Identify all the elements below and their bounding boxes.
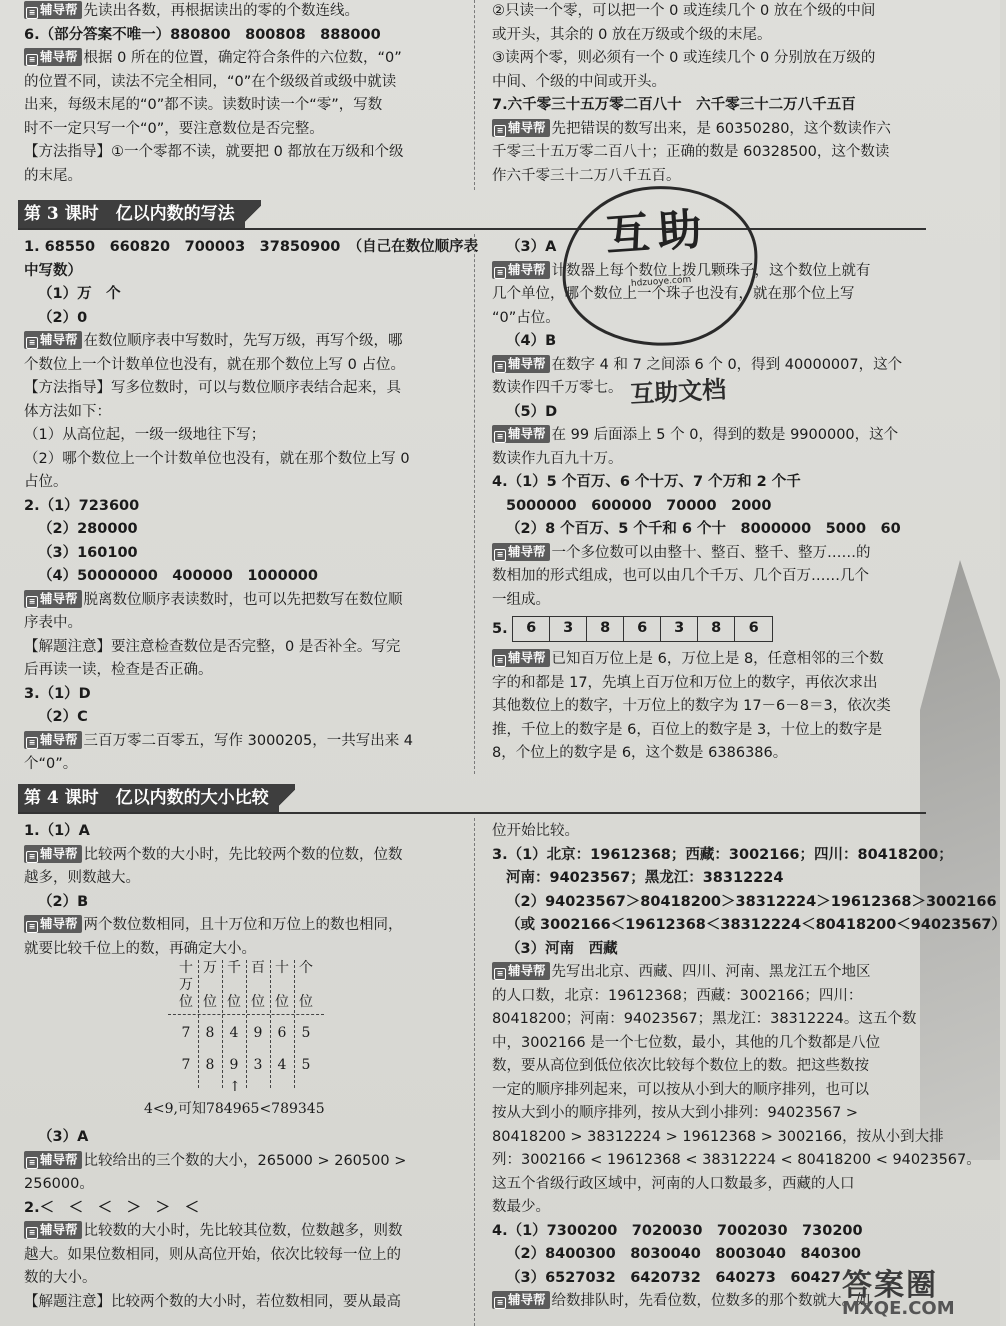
text-line: 【方法指导】写多位数时，可以与数位顺序表结合起来，具	[24, 380, 401, 396]
place-header: 百 位	[251, 960, 265, 1010]
book-icon: ≡	[26, 921, 38, 933]
text-line: ≡ 辅导帮 在 99 后面添上 5 个 0，得到的数是 9900000，这个	[492, 424, 920, 448]
text-line: 5000000 600000 70000 2000	[506, 497, 772, 514]
text-line: ≡ 辅导帮 脱离数位顺序表读数时，也可以先把数写在数位顺	[24, 589, 464, 613]
stamp-caption: 互助文档	[629, 374, 727, 409]
place-digit: 7	[181, 1057, 191, 1073]
book-icon: ≡	[494, 431, 506, 443]
text-line: ≡ 辅导帮 根据 0 所在的位置，确定符合条件的六位数，“0”	[24, 47, 464, 71]
text-line: ②只读一个零，可以把一个 0 或连续几个 0 放在个级的中间	[492, 3, 876, 19]
comparison-note: 4<9,可知784965<789345	[144, 1101, 325, 1117]
watermark-logo: 答案圈 MXQE.COM	[842, 1268, 955, 1319]
text-line: 数最少。	[492, 1199, 550, 1215]
text-line: ≡ 辅导帮 比较两个数的大小时，先比较两个数的位数，位数	[24, 844, 464, 868]
book-icon: ≡	[26, 851, 38, 863]
book-icon: ≡	[494, 1297, 506, 1309]
hint-tag: ≡ 辅导帮	[492, 119, 550, 137]
place-digit: 8	[205, 1025, 215, 1041]
text-line: （4）50000000 400000 1000000	[38, 568, 318, 584]
text-line: 千零三十五万零二百八十；正确的数是 60328500，这个数读	[492, 144, 890, 160]
book-icon: ≡	[494, 267, 506, 279]
lesson3-left-block	[24, 236, 479, 777]
stamp-logo: 互助 hdzuoye.com	[557, 179, 764, 352]
digit-cell: 8	[587, 617, 624, 641]
text-line: “0”占位。	[492, 309, 560, 326]
text-line: 1.（1）A	[24, 823, 90, 839]
place-digit: 3	[253, 1057, 263, 1073]
place-value-chart	[144, 960, 364, 1130]
hint-tag: ≡ 辅导帮	[24, 1151, 82, 1169]
text-line: ≡ 辅导帮 先读出各数，再根据读出的零的个数连线。	[24, 0, 464, 24]
place-header: 十 位	[275, 960, 289, 1010]
text-line: 中写数）	[24, 262, 82, 279]
text-line: 6.（部分答案不唯一）880800 800808 888000	[24, 26, 381, 43]
text-line: 字的和都是 17，先填上百万位和万位上的数字，再依次求出	[492, 674, 878, 691]
arrow-up-icon: ↑	[229, 1079, 241, 1095]
column-divider	[474, 0, 475, 190]
text-line: 出来，每级末尾的“0”都不读。读数时读一个“零”，写数	[24, 97, 383, 113]
hint-tag: ≡ 辅导帮	[24, 1221, 82, 1239]
hint-tag: ≡ 辅导帮	[492, 649, 550, 667]
text-line: 2.＜ ＜ ＜ ＞ ＞ ＜	[24, 1199, 200, 1216]
text-line: 中，3002166 是一个七位数，最小，其他的几个数都是八位	[492, 1034, 881, 1051]
text-line: （或 3002166＜19612368＜38312224＜80418200＜94023567）	[506, 917, 1006, 933]
hint-tag: ≡ 辅导帮	[492, 1291, 550, 1309]
text-line: （2）B	[38, 893, 89, 910]
text-line: 几个单位，哪个数位上一个珠子也没有，就在那个位上写	[492, 286, 855, 302]
lesson4-left-block-b	[24, 1126, 464, 1314]
question-5-row	[492, 616, 920, 642]
lesson4-left-block-a	[24, 820, 464, 961]
text-line: 河南：94023567；黑龙江：38312224	[506, 870, 784, 886]
text-line: 时不一定只写一个“0”，要注意数位是否完整。	[24, 120, 324, 137]
text-line: 80418200；河南：94023567；黑龙江：38312224。这五个数	[492, 1011, 917, 1027]
hint-tag: ≡ 辅导帮	[24, 590, 82, 608]
text-line: （2）280000	[38, 521, 138, 537]
section-title: 第 4 课时 亿以内数的大小比较	[18, 784, 279, 812]
hint-tag: ≡ 辅导帮	[24, 1, 82, 19]
question-5-explanation	[492, 648, 920, 766]
text-line: （1）从高位起，一级一级地往下写；	[24, 427, 266, 443]
text-line: （2）94023567＞80418200＞38312224＞19612368＞3002166	[506, 893, 997, 910]
book-icon: ≡	[26, 1157, 38, 1169]
text-line: 数读作四千万零七。	[492, 380, 623, 396]
place-digit: 6	[277, 1025, 287, 1041]
text-line: （1）万 个	[38, 286, 121, 302]
digit-grid	[512, 616, 773, 642]
text-line: 个数位上一个计数单位也没有，就在那个数位上写 0 占位。	[24, 356, 405, 373]
book-icon: ≡	[494, 968, 506, 980]
text-line: 7.六千零三十五万零二百八十 六千零三十二万八千五百	[492, 97, 856, 113]
text-line: （2）哪个数位上一个计数单位也没有，就在那个数位上写 0	[24, 450, 410, 467]
text-line: 这五个省级行政区域中，河南的人口数最多，西藏的人口	[492, 1175, 855, 1192]
place-header: 千 位	[227, 960, 241, 1010]
text-line: （3）160100	[38, 544, 138, 561]
text-line: 数读作九百九十万。	[492, 450, 623, 467]
text-line: 列：3002166 < 19612368 < 38312224 < 80418200 < 94023567。	[492, 1152, 981, 1168]
text-line: ≡ 辅导帮 比较数的大小时，先比较其位数，位数越多，则数	[24, 1220, 464, 1244]
column-divider	[474, 234, 475, 774]
text-line: 4.（1）5 个百万、6 个十万、7 个万和 2 个千	[492, 474, 801, 490]
left-top-block	[24, 0, 464, 188]
text-line: 体方法如下：	[24, 403, 111, 420]
text-line: 1. 68550 660820 700003 37850900 （自己在数位顺序表	[24, 239, 479, 255]
text-line: ③读两个零，则必须有一个 0 或连续几个 0 分别放在万级的	[492, 50, 876, 66]
digit-cell: 8	[698, 617, 735, 641]
hint-tag: ≡ 辅导帮	[24, 915, 82, 933]
place-header: 个 位	[299, 960, 313, 1010]
text-line: 3.（1）D	[24, 685, 91, 702]
text-line: 一组成。	[492, 591, 550, 608]
text-line: ≡ 辅导帮 比较给出的三个数的大小，265000 > 260500 >	[24, 1150, 464, 1174]
digit-cell: 3	[550, 617, 587, 641]
hint-tag: ≡ 辅导帮	[492, 425, 550, 443]
text-line: 的末尾。	[24, 167, 82, 184]
hint-tag: ≡ 辅导帮	[492, 355, 550, 373]
text-line: （3）6527032 6420732 640273 60427	[506, 1269, 841, 1286]
book-icon: ≡	[26, 737, 38, 749]
text-line: 2.（1）723600	[24, 497, 140, 514]
place-digit: 7	[181, 1025, 191, 1041]
text-line: 后再读一读，检查是否正确。	[24, 662, 213, 678]
right-top-block	[492, 0, 920, 188]
text-line: 越大。如果位数相同，则从高位开始，依次比较每一位上的	[24, 1246, 401, 1263]
hint-tag: ≡ 辅导帮	[24, 731, 82, 749]
text-line: （5）D	[506, 403, 558, 420]
place-header: 十 万 位	[179, 960, 193, 1010]
text-line: 数，要从高位到低位依次比较每个数位上的数。把这些数按	[492, 1058, 869, 1074]
place-value-table	[24, 960, 464, 1130]
text-line: ≡ 辅导帮 在数位顺序表中写数时，先写万级，再写个级，哪	[24, 330, 464, 354]
place-digit: 5	[301, 1057, 311, 1073]
text-line: 中间、个级的中间或开头。	[492, 73, 666, 90]
hint-tag: ≡ 辅导帮	[24, 48, 82, 66]
book-icon: ≡	[494, 549, 506, 561]
text-line: 8，个位上的数字是 6，这个数是 6386386。	[492, 745, 788, 761]
text-line: 4.（1）7300200 7020030 7002030 730200	[492, 1222, 863, 1239]
text-line: 序表中。	[24, 615, 82, 631]
text-line: ≡ 辅导帮 已知百万位上是 6，万位上是 8，任意相邻的三个数	[492, 648, 920, 672]
book-icon: ≡	[26, 7, 38, 19]
lesson4-right-block	[492, 820, 1006, 1314]
section-header-lesson4	[18, 784, 926, 814]
digit-cell: 6	[513, 617, 550, 641]
book-icon: ≡	[494, 655, 506, 667]
text-line: 80418200 > 38312224 > 19612368 > 3002166，按从小到大排	[492, 1128, 944, 1145]
hint-tag: ≡ 辅导帮	[492, 261, 550, 279]
text-line: 其他数位上的数字，十万位上的数字为 17－6－8＝3，依次类	[492, 698, 891, 714]
text-line: 【解题注意】比较两个数的大小时，若位数相同，要从最高	[24, 1293, 401, 1310]
hint-tag: ≡ 辅导帮	[24, 331, 82, 349]
book-icon: ≡	[494, 361, 506, 373]
text-line: 【方法指导】①一个零都不读，就要把 0 都放在万级和个级	[24, 144, 404, 160]
book-icon: ≡	[26, 54, 38, 66]
text-line: ≡ 辅导帮 计数器上每个数位上拨几颗珠子，这个数位上就有	[492, 260, 920, 284]
text-line: 占位。	[24, 474, 68, 490]
text-line: ≡ 辅导帮 在数字 4 和 7 之间添 6 个 0，得到 40000007，这个	[492, 354, 920, 378]
place-digit: 5	[301, 1025, 311, 1041]
text-line: 256000。	[24, 1176, 94, 1192]
text-line: （3）A	[506, 239, 557, 255]
hint-tag: ≡ 辅导帮	[492, 543, 550, 561]
place-digit: 8	[205, 1057, 215, 1073]
place-digit: 9	[229, 1057, 239, 1073]
question-number: 5.	[492, 621, 508, 637]
text-line: ≡ 辅导帮 两个数位数相同，且十万位和万位上的数也相同，	[24, 914, 464, 938]
section-title: 第 3 课时 亿以内数的写法	[18, 200, 245, 228]
hint-tag: ≡ 辅导帮	[24, 845, 82, 863]
text-line: ≡ 辅导帮 先写出北京、西藏、四川、河南、黑龙江五个地区	[492, 961, 920, 985]
text-line: （3）河南 西藏	[506, 940, 618, 957]
column-divider	[474, 818, 475, 1326]
text-line: ≡ 辅导帮 先把错误的数写出来，是 60350280，这个数读作六	[492, 118, 920, 142]
text-line: 【解题注意】要注意检查数位是否完整，0 是否补全。写完	[24, 638, 401, 655]
text-line: 3.（1）北京：19612368；西藏：3002166；四川：80418200；	[492, 846, 953, 863]
place-digit: 4	[229, 1025, 239, 1041]
text-line: 数的大小。	[24, 1270, 97, 1286]
text-line: 数相加的形式组成，也可以由几个千万、几个百万……几个	[492, 568, 869, 584]
digit-cell: 6	[624, 617, 661, 641]
text-line: （2）0	[38, 309, 88, 326]
hint-tag: ≡ 辅导帮	[492, 962, 550, 980]
text-line: 推，千位上的数字是 6，百位上的数字是 3，十位上的数字是	[492, 721, 883, 738]
text-line: （2）C	[38, 709, 88, 725]
text-line: ≡ 辅导帮 一个多位数可以由整十、整百、整千、整万……的	[492, 542, 920, 566]
text-line: 越多，则数越大。	[24, 870, 140, 886]
text-line: （2）8 个百万、5 个千和 6 个十 8000000 5000 60	[506, 521, 901, 537]
section-header-lesson3	[18, 200, 926, 230]
book-icon: ≡	[26, 337, 38, 349]
place-digit: 4	[277, 1057, 287, 1073]
text-line: ≡ 辅导帮 给数排队时，先看位数，位数多的那个数就大。如	[492, 1290, 920, 1314]
text-line: 一定的顺序排列起来，可以按从小到大的顺序排列，也可以	[492, 1081, 869, 1098]
text-line: 的位置不同，读法不完全相同，“0”在个级级首或级中就读	[24, 73, 397, 90]
text-line: 的人口数，北京：19612368；西藏：3002166；四川：	[492, 987, 863, 1004]
text-line: 就要比较千位上的数，再确定大小。	[24, 940, 256, 957]
digit-cell: 3	[661, 617, 698, 641]
text-line: （3）A	[38, 1129, 89, 1145]
text-line: 位开始比较。	[492, 823, 579, 839]
text-line: （4）B	[506, 333, 557, 349]
place-header: 万 位	[203, 960, 217, 1010]
text-line: 按从大到小的顺序排列，按从大到小排列：94023567 >	[492, 1105, 859, 1121]
text-line: ≡ 辅导帮 三百万零二百零五，写作 3000205，一共写出来 4	[24, 730, 464, 754]
text-line: （2）8400300 8030040 8003040 840300	[506, 1246, 861, 1262]
book-icon: ≡	[26, 1227, 38, 1239]
text-line: 个“0”。	[24, 756, 78, 772]
book-icon: ≡	[494, 125, 506, 137]
text-line: 或开头，其余的 0 放在万级或个级的末尾。	[492, 26, 772, 43]
digit-cell: 6	[748, 620, 759, 636]
place-digit: 9	[253, 1025, 263, 1041]
text-line: 作六千零三十二万八千五百。	[492, 167, 681, 184]
book-icon: ≡	[26, 596, 38, 608]
